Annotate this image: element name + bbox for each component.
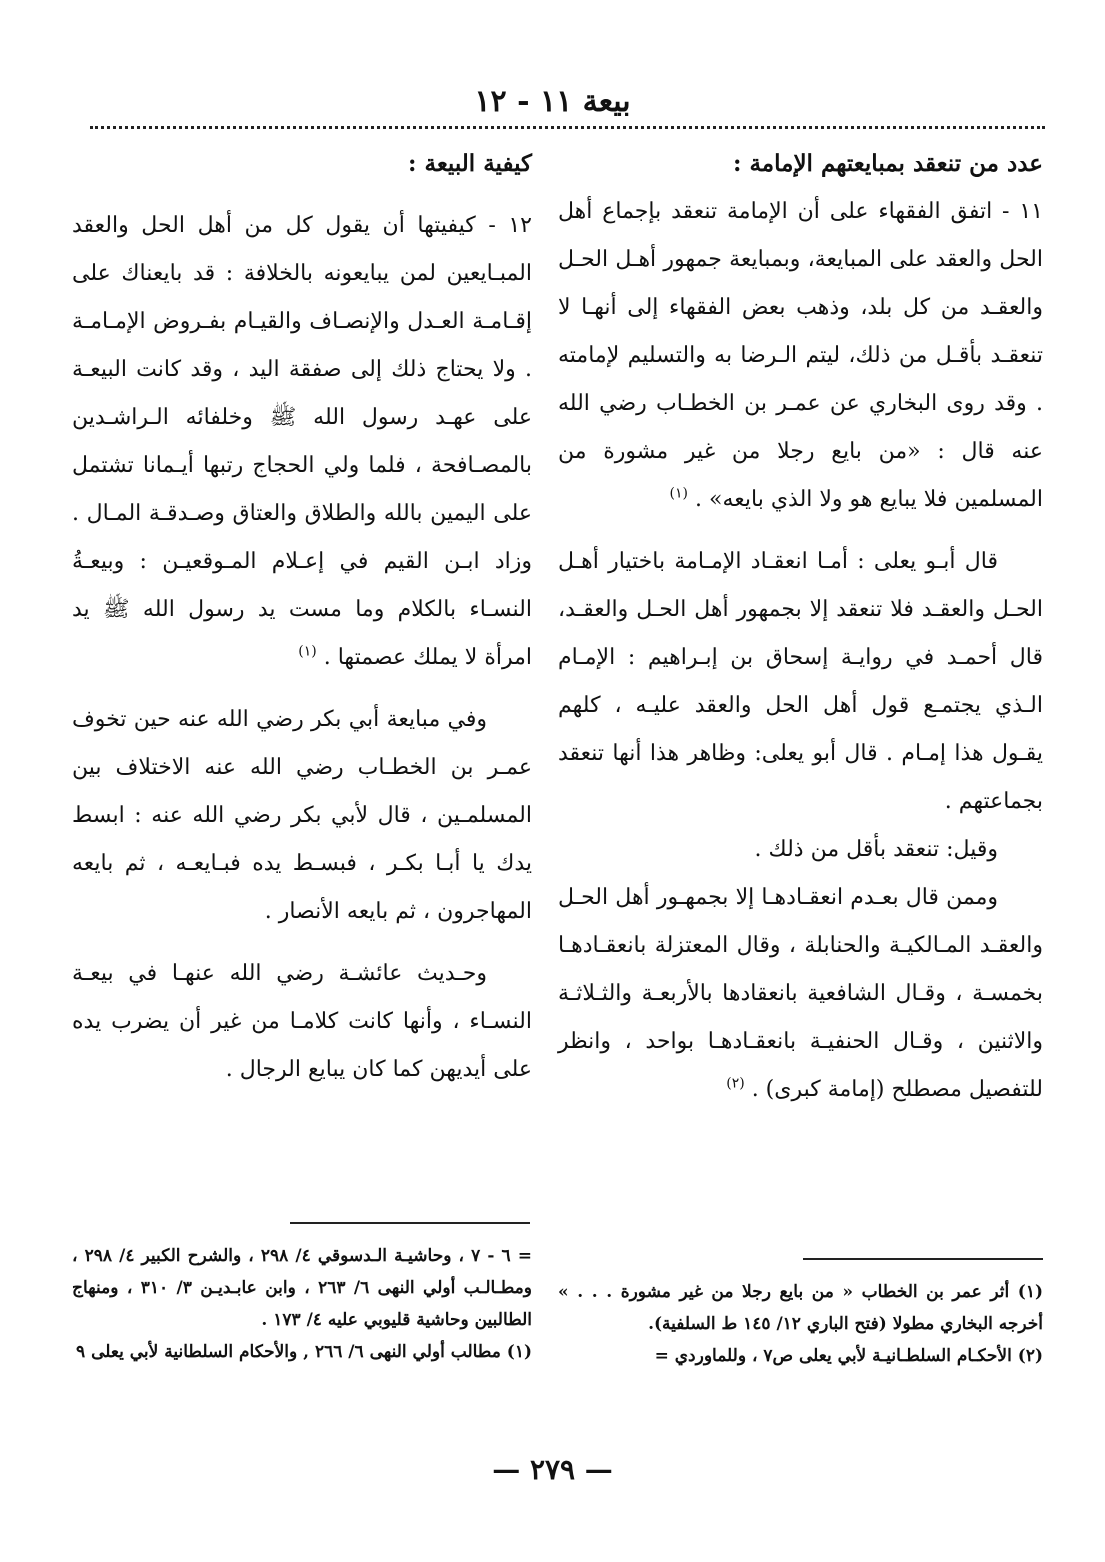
footnote-ref: (٢) [726,1075,745,1092]
paragraph-abu-bakr: وفي مبايعة أبي بكر رضي الله عنه حين تخوف عمـر بن الخطـاب رضي الله عنه الاختلاف بين المسلمـين ، قال لأبي بكر رضي الله عنه : ابسط يدك يا أبـا بكـر ، فبسـط يده فبـايعـه ، ثم بايعه المهاجرون ، ثم بايعه الأنصار . [72,707,532,924]
paragraph-11: ١١ - اتفق الفقهاء على أن الإمامة تنعقد بإجماع أهل الحل والعقد على المبايعة، وبمبايعة جمهور أهـل الحـل والعقـد من كل بلد، وذهب بعض الفقهاء إلى أنهـا لا تنعقـد بأقـل من ذلك، ليتم الـرضا به والتسليم لإمامته . وقد روى البخاري عن عمـر بن الخطـاب رضي الله عنه قال : «من بايع رجلا من غير مشورة من المسلمين فلا يبايع هو ولا الذي بايعه» . $^{(١)}$ [558,199,1043,512]
paragraph-12: ١٢ - كيفيتها أن يقول كل من أهل الحل والعقد المبـايعين لمن يبايعونه بالخلافة : قد بايعناك على إقـامـة العـدل والإنصـاف والقيـام بفـروض الإمـامـة . ولا يحتاج ذلك إلى صفقة اليد ، وقد كانت البيعـة على عهـد رسول الله ﷺ وخلفائه الـراشـدين بالمصـافحة ، فلما ولي الحجاج رتبها أيـمانا تشتمل على اليمين بالله والطلاق والعتاق وصـدقـة المـال . وزاد ابـن القيم في إعـلام المـوقعيـن : وبيعـةُ النسـاء بالكلام وما مست يد رسول الله ﷺ يد امرأة لا يملك عصمتها . $^{(١)}$ [72,213,532,670]
footnote-item: (٢) الأحكـام السلطـانيـة لأبي يعلى ص٧ ، وللماوردي = [654,1346,1043,1366]
footnote-ref: (١) [669,485,689,502]
right-column [558,140,1043,1114]
section-heading-left: كيفية البيعة : [407,150,532,177]
footnotes-left [72,1240,532,1368]
section-heading-right: عدد من تنعقد بمبايعتهم الإمامة : [732,150,1043,177]
footnote-rule-left [290,1222,530,1224]
paragraph-opinions: وممن قال بعـدم انعقـادهـا إلا بجمهـور أهل الحـل والعقـد المـالكيـة والحنابلة ، وقال المعتزلة بانعقـادهـا بخمسـة ، وقـال الشافعية بانعقادها بالأربعـة والثـلاثـة والاثنين ، وقـال الحنفيـة بانعقـادهـا بواحد ، وانظر للتفصيل مصطلح (إمامة كبرى) . $^{(٢)}$ [558,885,1043,1102]
running-header: بيعة ١١ - ١٢ [474,84,631,119]
footnote-ref: (١) [298,643,317,660]
paragraph-abu-yala: قال أبـو يعلى : أمـا انعقـاد الإمـامة باختيار أهـل الحـل والعقـد فلا تنعقد إلا بجمهور أهل الحـل والعقـد، قال أحمـد في روايـة إسحاق بن إبـراهيم : الإمـام الـذي يجتمـع قول أهل الحل والعقد عليـه ، كلهم يقـول هذا إمـام . قال أبو يعلى: وظاهر هذا أنها تنعقد بجماعتهم . [558,549,1043,814]
footnote-item: = ٦ - ٧ ، وحاشيـة الـدسوقي ٤/ ٢٩٨ ، والشرح الكبير ٤/ ٢٩٨ ، ومطـالـب أولي النهى ٦/ ٢٦٣ ، وابن عابـديـن ٣/ ٣١٠ ، ومنهاج الطالبين وحاشية قليوبي عليه ٤/ ١٧٣ . [72,1246,532,1330]
footnote-item: (١) أثر عمر بن الخطاب « من بايع رجلا من غير مشورة . . . » أخرجه البخاري مطولا (فتح الباري ١٢/ ١٤٥ ط السلفية). [558,1282,1043,1334]
footnote-rule-right [803,1258,1043,1260]
header-dotted-rule [90,126,1045,129]
paragraph-aisha: وحـديث عائشـة رضي الله عنهـا في بيعـة النسـاء ، وأنها كانت كلامـا من غير أن يضرب يده على أيديهن كما كان يبايع الرجال . [72,961,532,1082]
footnote-item: (١) مطالب أولي النهى ٦/ ٢٦٦ , والأحكام السلطانية لأبي يعلى ٩ [76,1342,532,1362]
paragraph-qila: وقيل: تنعقد بأقل من ذلك . [754,837,998,862]
page-number: — ٢٧٩ — [492,1453,613,1486]
left-column [72,140,532,1094]
footnotes-right [558,1276,1043,1372]
